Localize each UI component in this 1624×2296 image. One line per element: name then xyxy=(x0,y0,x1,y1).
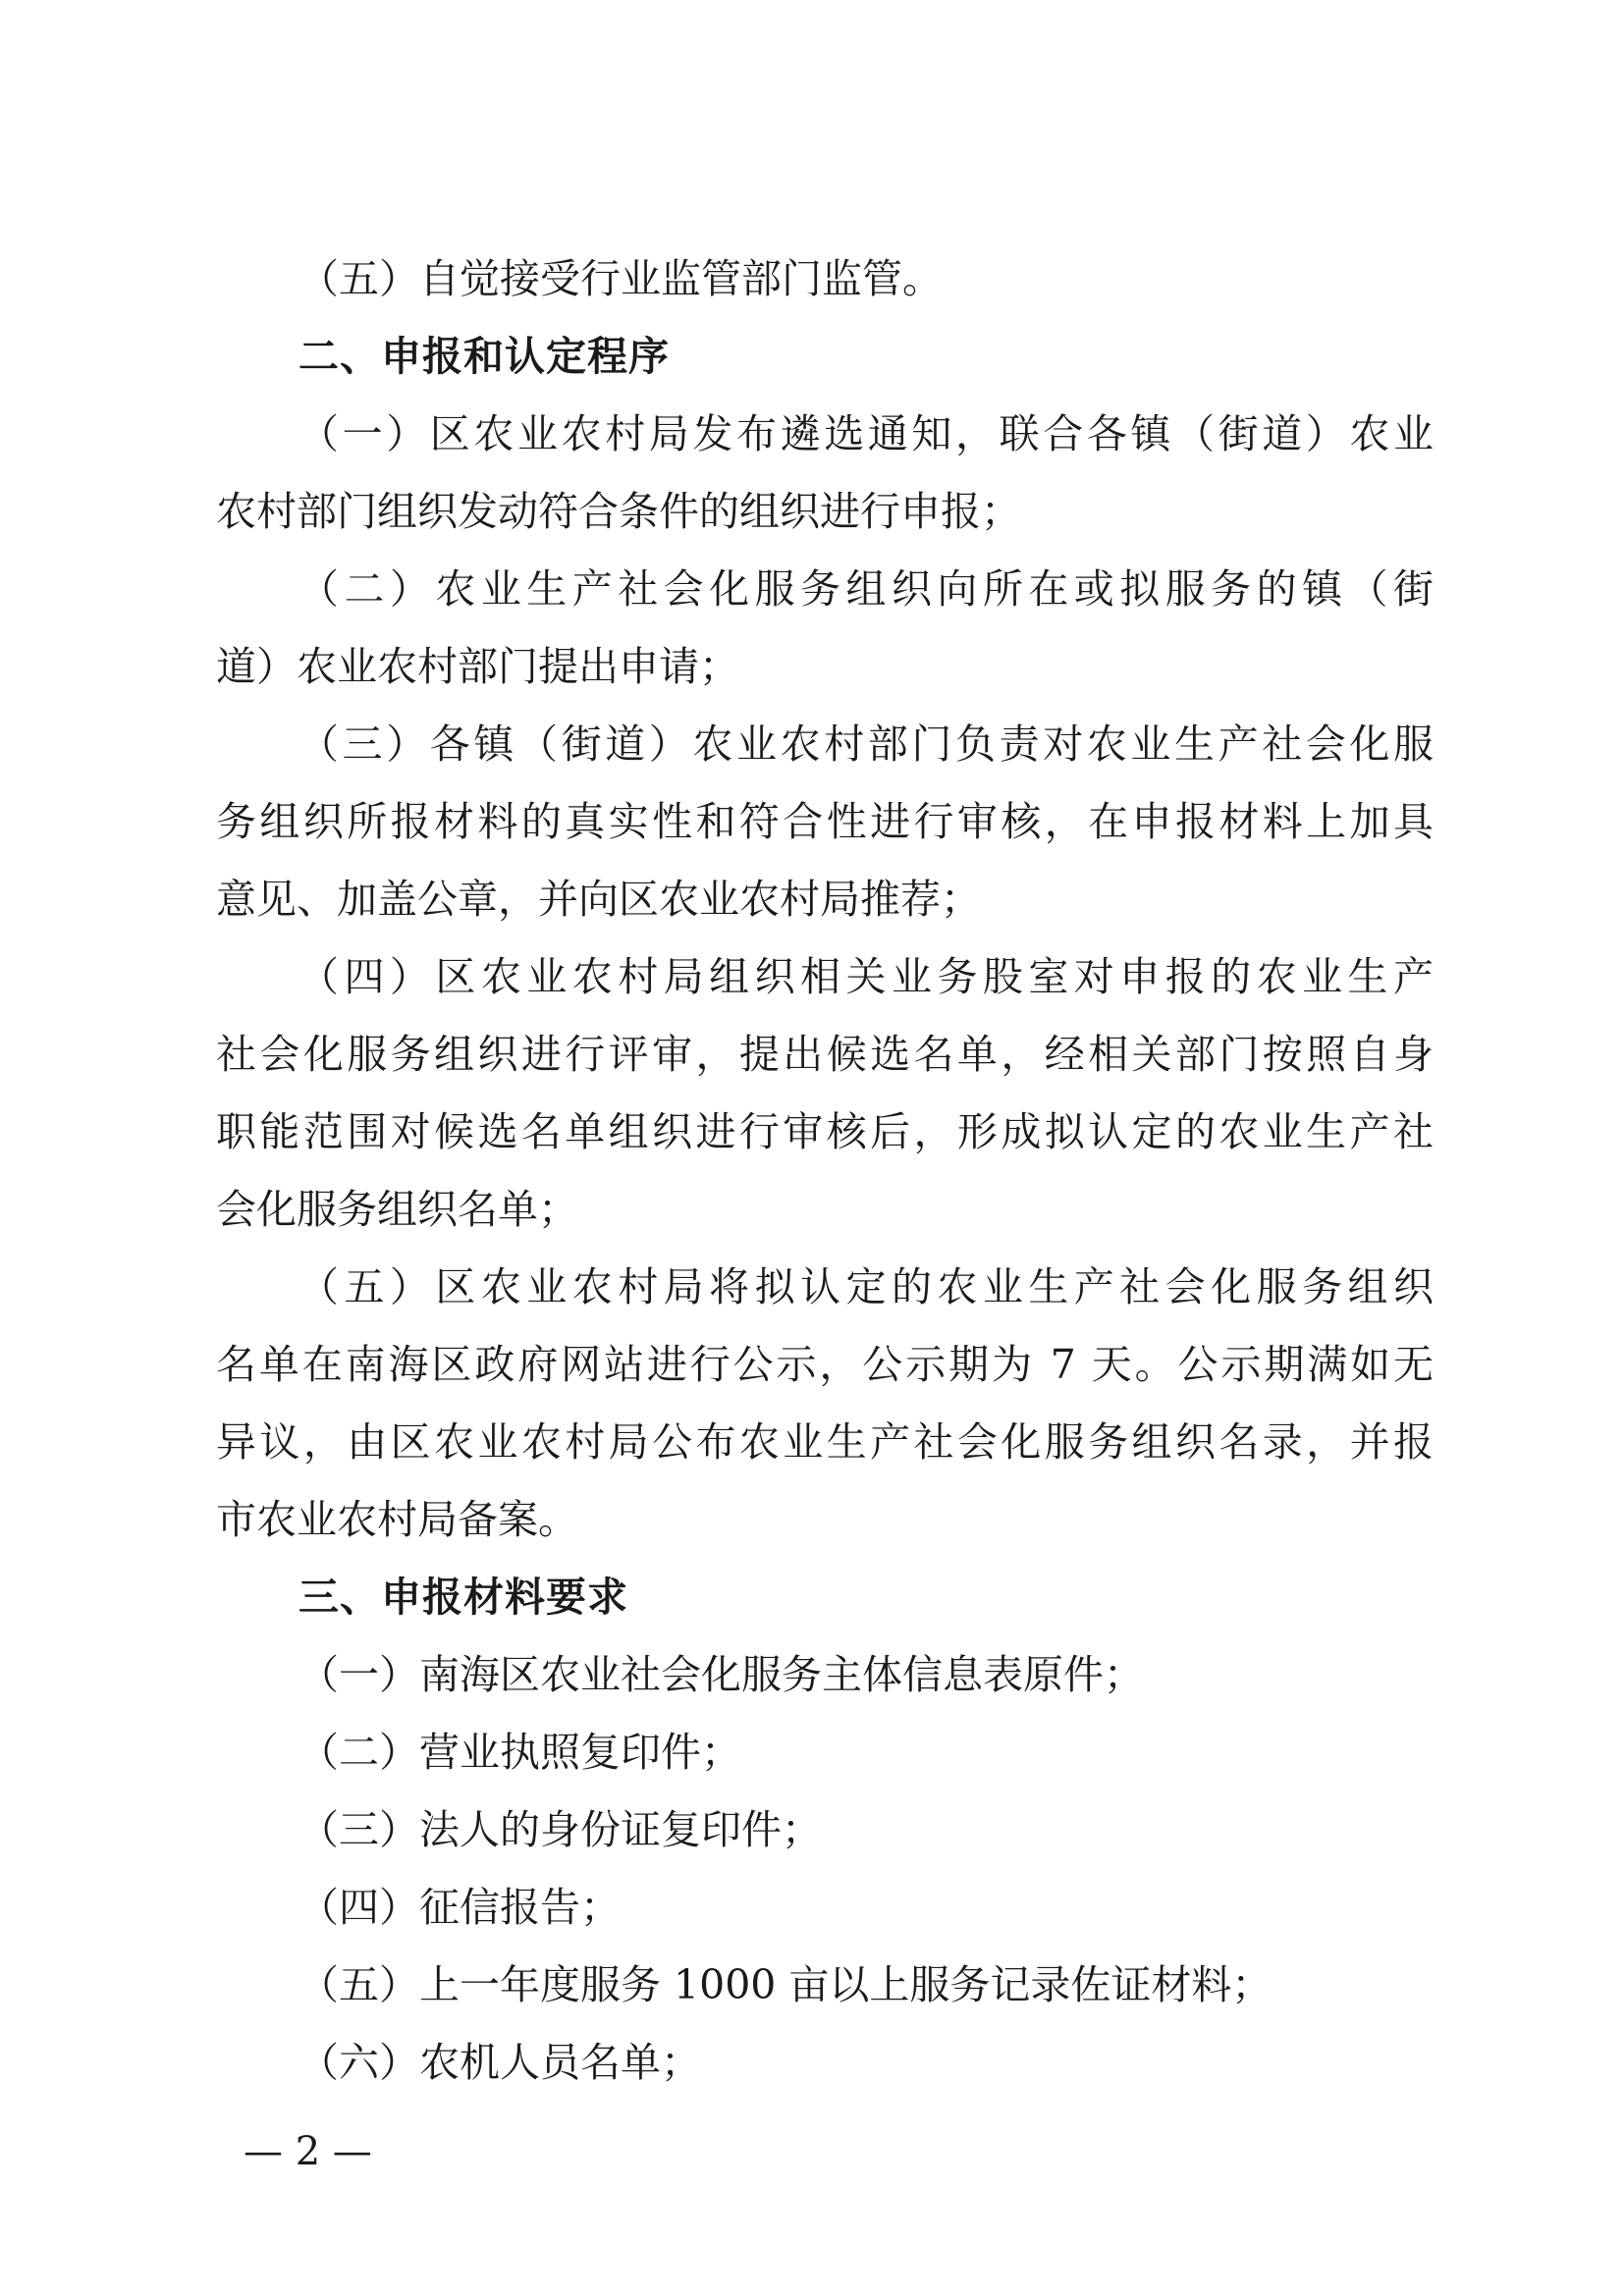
paragraph-line: 务组织所报材料的真实性和符合性进行审核，在申报材料上加具 xyxy=(216,798,1434,845)
paragraph-line: （四）征信报告； xyxy=(298,1884,621,1931)
paragraph-line: （五）自觉接受行业监管部门监管。 xyxy=(298,255,943,302)
paragraph-line: 社会化服务组织进行评审，提出候选名单，经相关部门按照自身 xyxy=(216,1031,1434,1078)
paragraph-line: （一）南海区农业社会化服务主体信息表原件； xyxy=(298,1651,1144,1698)
paragraph-line: 意见、加盖公章，并向区农业农村局推荐； xyxy=(216,876,981,923)
paragraph-line: 会化服务组织名单； xyxy=(216,1186,578,1233)
paragraph-line: 农村部门组织发动符合条件的组织进行申报； xyxy=(216,488,1021,535)
paragraph-line: （二）营业执照复印件； xyxy=(298,1729,741,1776)
section-heading: 二、申报和认定程序 xyxy=(298,333,670,380)
paragraph-line: 职能范围对候选名单组织进行审核后，形成拟认定的农业生产社 xyxy=(216,1108,1434,1155)
section-heading: 三、申报材料要求 xyxy=(298,1574,628,1621)
paragraph-line: 异议，由区农业农村局公布农业生产社会化服务组织名录，并报 xyxy=(216,1418,1434,1466)
paragraph-line: （五）上一年度服务 1000 亩以上服务记录佐证材料； xyxy=(298,1961,1272,2008)
page-number: — 2 — xyxy=(244,2129,372,2174)
paragraph-line: （六）农机人员名单； xyxy=(298,2039,701,2086)
paragraph-line: 市农业农村局备案。 xyxy=(216,1496,578,1543)
document-body xyxy=(216,240,1434,2102)
paragraph-line: 名单在南海区政府网站进行公示，公示期为 7 天。公示期满如无 xyxy=(216,1341,1434,1388)
paragraph-line: （一）区农业农村局发布遴选通知，联合各镇（街道）农业 xyxy=(298,410,1434,457)
paragraph-line: （二）农业生产社会化服务组织向所在或拟服务的镇（街 xyxy=(298,565,1434,613)
paragraph-line: （四）区农业农村局组织相关业务股室对申报的农业生产 xyxy=(298,953,1434,1000)
paragraph-line: （三）法人的身份证复印件； xyxy=(298,1806,822,1853)
paragraph-line: 道）农业农村部门提出申请； xyxy=(216,643,739,690)
paragraph-line: （五）区农业农村局将拟认定的农业生产社会化服务组织 xyxy=(298,1263,1434,1310)
paragraph-line: （三）各镇（街道）农业农村部门负责对农业生产社会化服 xyxy=(298,721,1434,768)
